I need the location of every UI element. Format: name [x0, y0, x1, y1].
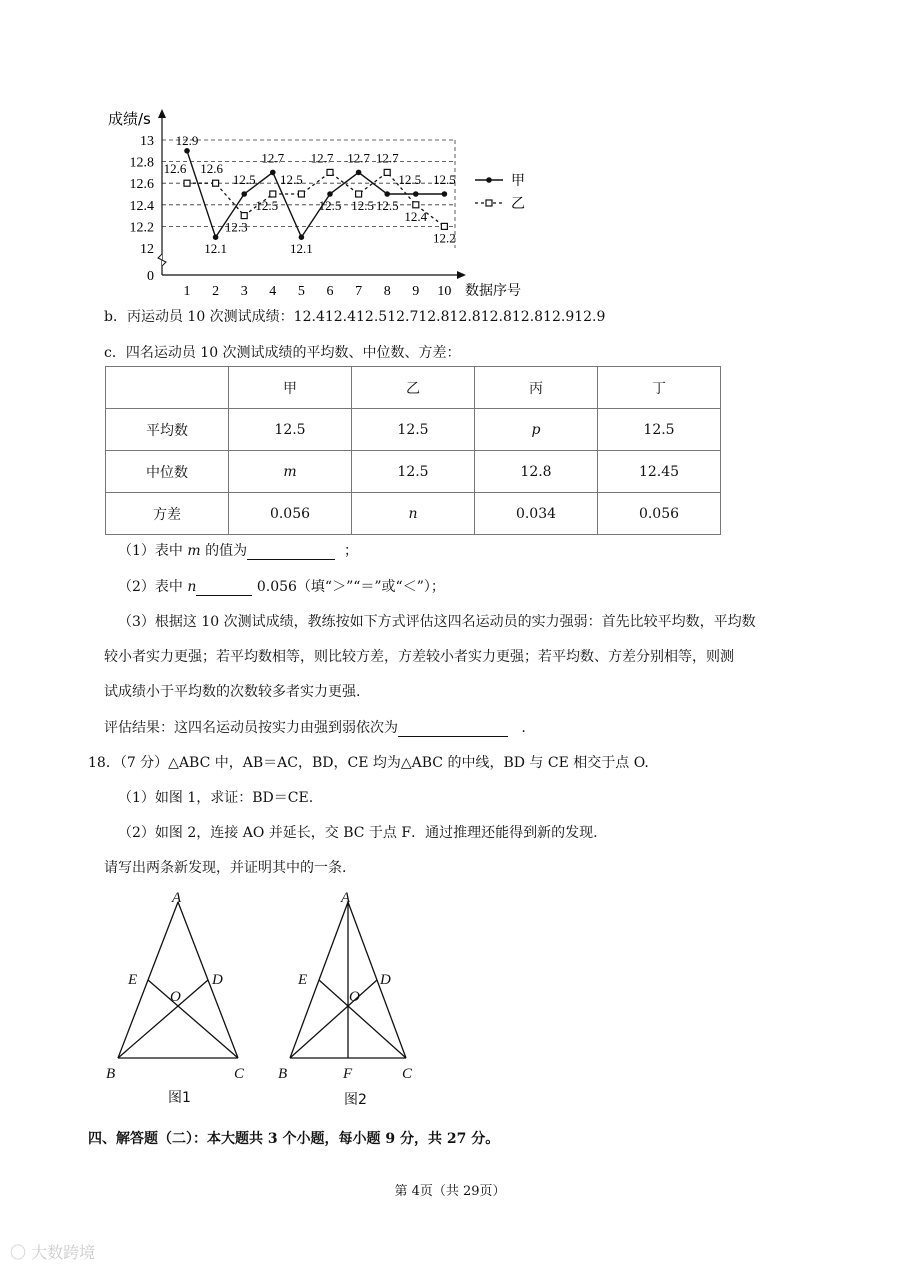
fig2-label-e: E [298, 972, 308, 988]
answer-blank-1[interactable] [247, 543, 335, 560]
triangle-figures [100, 890, 440, 1110]
y-tick-label: 12.8 [129, 155, 154, 171]
series-jia-data-label: 12.1 [290, 241, 313, 257]
b-line: b．丙运动员 10 次测试成绩：12.412.412.512.712.812.812.812.812.912.9 [104, 309, 606, 325]
y-tick-label: 12.4 [129, 198, 154, 214]
series-jia-data-label: 12.5 [398, 172, 422, 187]
series-jia-point [413, 191, 419, 197]
y-axis-label: 成绩/s [108, 110, 151, 128]
table-header-cell: 丙 [475, 367, 598, 409]
table-cell: 中位数 [106, 451, 229, 493]
question-2: （2）表中 n 0.056（填“＞”“＝”或“＜”）； [118, 579, 445, 595]
fig1-label-e: E [128, 972, 138, 988]
series-jia-point [327, 191, 333, 197]
series-yi-point [270, 191, 276, 197]
series-jia-data-label: 12.5 [318, 198, 342, 213]
axis-break-icon [158, 254, 166, 266]
series-jia-data-label: 12.7 [347, 150, 370, 166]
legend-jia-label: 甲 [511, 173, 525, 189]
table-header-cell: 丁 [598, 367, 721, 409]
table-header-cell: 乙 [352, 367, 475, 409]
series-jia-data-label: 12.5 [375, 198, 399, 213]
answer-blank-2[interactable] [196, 579, 252, 596]
fig1-label-o: O [170, 989, 181, 1005]
fig1-label-d: D [212, 972, 223, 988]
series-yi-data-label: 12.2 [433, 230, 456, 246]
fig1-median-ce [148, 980, 238, 1058]
series-jia-point [442, 191, 448, 197]
stats-table [105, 366, 721, 535]
problem-18-part-2: （2）如图 2，连接 AO 并延长，交 BC 于点 F．通过推理还能得到新的发现. [118, 825, 598, 841]
fig1-caption: 图1 [168, 1090, 191, 1106]
legend-jia-marker [486, 177, 492, 183]
y-tick-label: 12.6 [129, 177, 154, 193]
x-tick-label: 5 [297, 284, 305, 299]
series-yi-point [298, 191, 304, 197]
x-tick-label: 4 [269, 284, 277, 299]
series-yi-point [441, 223, 447, 229]
series-yi-data-label: 12.7 [310, 150, 334, 166]
fig2-median-ce [319, 980, 406, 1058]
question-3-result: 评估结果：这四名运动员按实力由强到弱依次为 . [104, 720, 526, 736]
x-tick-label: 9 [412, 284, 420, 299]
series-jia-data-label: 12.5 [433, 172, 456, 187]
series-yi-data-label: 12.5 [255, 198, 279, 213]
table-cell: 平均数 [106, 409, 229, 451]
problem-18-request: 请写出两条新发现，并证明其中的一条. [104, 860, 347, 876]
x-axis-label: 数据序号 [465, 283, 521, 299]
series-jia-data-label: 12.7 [261, 150, 285, 166]
fig1-label-c: C [234, 1066, 245, 1082]
legend-yi-label: 乙 [511, 196, 525, 212]
fig1-label-a: A [172, 890, 182, 906]
series-yi-point [213, 180, 219, 186]
x-tick-label: 3 [240, 284, 248, 299]
series-yi-data-label: 12.5 [351, 198, 374, 213]
series-jia-data-label: 12.9 [175, 132, 199, 148]
fig2-label-d: D [380, 972, 391, 988]
score-line-chart [100, 100, 540, 300]
series-jia-point [270, 170, 276, 176]
series-yi-point [384, 169, 390, 175]
problem-18-part-1: （1）如图 1，求证：BD＝CE. [118, 790, 314, 806]
x-tick-label: 8 [383, 284, 391, 299]
y-tick-label: 12.2 [129, 220, 154, 236]
series-jia-point [241, 191, 247, 197]
question-3-line-1: （3）根据这 10 次测试成绩，教练按如下方式评估这四名运动员的实力强弱：首先比较平均数，平均数 [118, 614, 756, 630]
table-header-cell: 甲 [229, 367, 352, 409]
series-yi-data-label: 12.6 [200, 161, 223, 177]
series-yi-data-label: 12.4 [404, 208, 428, 224]
table-row [106, 409, 721, 451]
table-cell: 方差 [106, 493, 229, 535]
section-heading: 四、解答题（二）：本大题共 3 个小题，每小题 9 分，共 27 分。 [88, 1131, 500, 1147]
answer-blank-3[interactable] [398, 720, 508, 737]
series-yi-data-label: 12.6 [163, 161, 187, 177]
x-tick-label: 1 [183, 284, 191, 299]
x-tick-label: 10 [437, 284, 452, 299]
fig2-label-a: A [341, 890, 351, 906]
fig2-label-b: B [278, 1066, 288, 1082]
series-yi-data-label: 12.3 [224, 219, 248, 235]
series-yi-data-label: 12.7 [375, 150, 399, 166]
question-1: （1）表中 m 的值为 ； [118, 543, 358, 559]
table-cell: 0.056 [229, 493, 352, 535]
series-jia-data-label: 12.5 [232, 172, 256, 187]
y-tick-label: 0 [147, 269, 154, 284]
series-yi-point [184, 180, 190, 186]
fig1-median-bd [118, 980, 208, 1058]
page-footer: 第 4页（共 29页） [394, 1184, 506, 1199]
table-cell: 0.056 [598, 493, 721, 535]
c-line: c．四名运动员 10 次测试成绩的平均数、中位数、方差： [104, 345, 461, 361]
table-row [106, 493, 721, 535]
x-tick-label: 7 [355, 284, 363, 299]
x-tick-label: 2 [212, 284, 220, 299]
question-3-line-3: 试成绩小于平均数的次数较多者实力更强. [104, 684, 361, 700]
series-yi-point [356, 191, 362, 197]
watermark-logo-icon: 〇 [10, 1243, 32, 1262]
series-jia-point [184, 148, 190, 154]
series-jia-point [356, 170, 362, 176]
watermark: 〇 大数跨境 [10, 1243, 96, 1262]
fig2-label-f: F [343, 1066, 353, 1082]
table-cell: n [352, 493, 475, 535]
series-yi-point [327, 169, 333, 175]
problem-18-stem: 18．（7 分）△ABC 中，AB＝AC，BD，CE 均为△ABC 的中线，BD 与 CE 相交于点 O. [88, 755, 649, 771]
x-axis-arrow-icon [457, 271, 466, 279]
series-jia-point [213, 234, 219, 240]
fig2-caption: 图2 [344, 1092, 367, 1108]
series-yi-point [413, 202, 419, 208]
series-jia-point [299, 234, 305, 240]
table-cell: m [229, 451, 352, 493]
series-jia-data-label: 12.1 [204, 241, 227, 257]
table-header-cell [106, 367, 229, 409]
legend-yi-marker [486, 200, 492, 206]
fig1-label-b: B [106, 1066, 116, 1082]
table-cell: 12.45 [598, 451, 721, 493]
series-yi-point [241, 213, 247, 219]
fig2-label-c: C [402, 1066, 413, 1082]
table-cell: 12.8 [475, 451, 598, 493]
table-cell: p [475, 409, 598, 451]
fig2-label-o: O [349, 989, 360, 1005]
table-cell: 12.5 [352, 451, 475, 493]
table-row [106, 451, 721, 493]
table-cell: 12.5 [352, 409, 475, 451]
table-row [106, 367, 721, 409]
y-tick-label: 12 [140, 242, 154, 257]
series-yi-data-label: 12.5 [280, 172, 303, 187]
y-axis-arrow-icon [158, 109, 166, 118]
question-3-line-2: 较小者实力更强；若平均数相等，则比较方差，方差较小者实力更强；若平均数、方差分别相等，则测 [104, 649, 734, 665]
y-tick-label: 13 [140, 134, 154, 149]
table-cell: 0.034 [475, 493, 598, 535]
series-jia-point [384, 191, 390, 197]
x-tick-label: 6 [326, 284, 334, 299]
fig2-median-bd [290, 980, 377, 1058]
table-cell: 12.5 [229, 409, 352, 451]
table-cell: 12.5 [598, 409, 721, 451]
